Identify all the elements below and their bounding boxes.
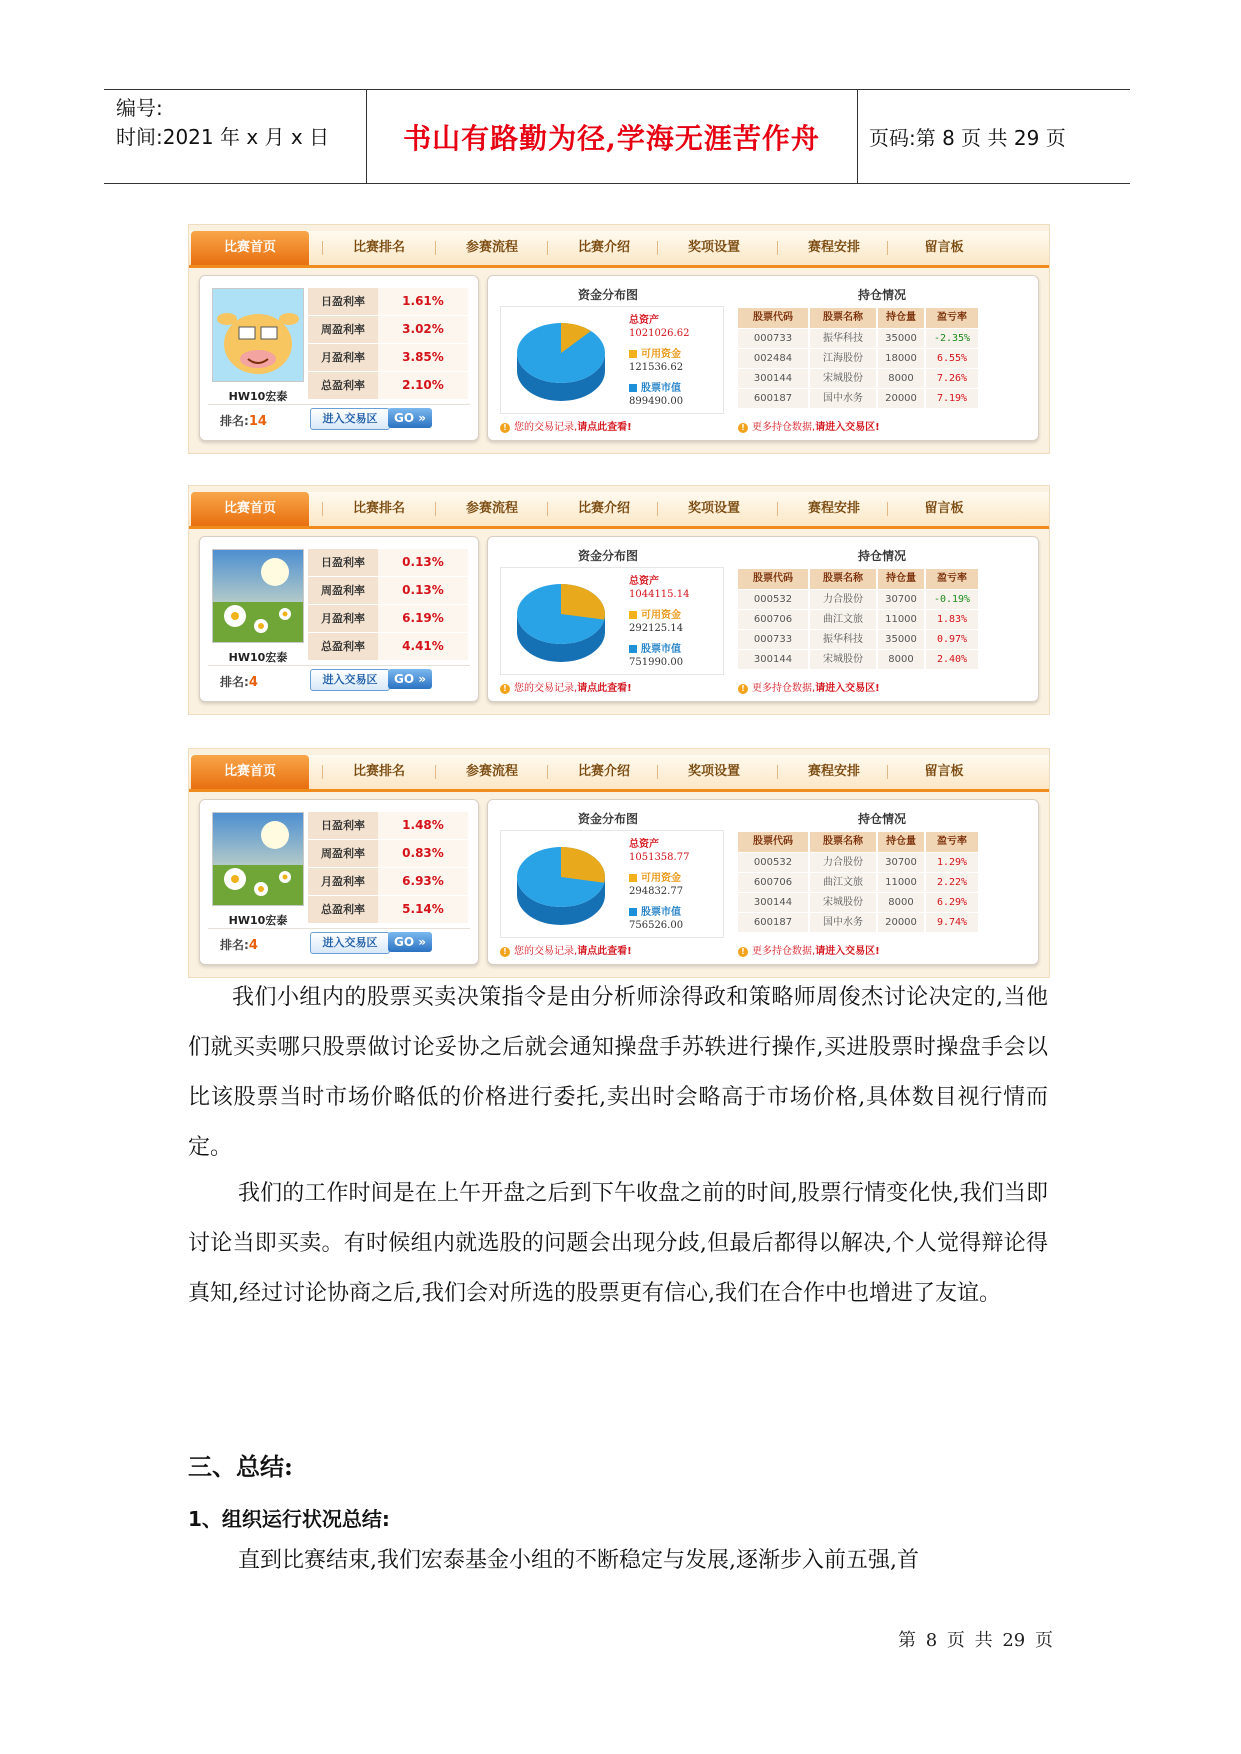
contest-screenshot-3 bbox=[188, 748, 1050, 978]
tab-divider bbox=[887, 241, 888, 255]
page-label: 页码:第 8 页 共 29 页 bbox=[869, 126, 1066, 150]
gold-swatch-icon bbox=[629, 874, 637, 882]
tab-divider bbox=[435, 502, 436, 516]
table-cell: 11000 bbox=[878, 873, 924, 892]
motto: 书山有路勤为径,学海无涯苦作舟 bbox=[403, 121, 820, 155]
tab-2[interactable]: 参赛流程 bbox=[465, 240, 518, 255]
tab-2[interactable]: 参赛流程 bbox=[465, 764, 518, 779]
portfolio-box bbox=[487, 799, 1039, 965]
rate-row bbox=[308, 868, 468, 896]
column-header: 股票代码 bbox=[738, 832, 808, 852]
stock-value-value: 756526.00 bbox=[629, 920, 684, 931]
tab-divider bbox=[887, 765, 888, 779]
table-row bbox=[738, 368, 980, 388]
cow-avatar-icon bbox=[212, 288, 304, 382]
rate-label: 日盈利率 bbox=[308, 288, 378, 315]
table-cell: 国中水务 bbox=[810, 389, 876, 408]
rate-value: 6.93% bbox=[378, 868, 468, 895]
more-holdings-link[interactable]: ! 更多持仓数据,请进入交易区! bbox=[738, 942, 880, 957]
holdings-title: 持仓情况 bbox=[858, 288, 907, 302]
paragraph-1: 我们小组内的股票买卖决策指令是由分析师涂得政和策略师周俊杰讨论决定的,当他们就买卖哪只股票做讨论妥协之后就会通知操盘手苏轶进行操作,买进股票时操盘手会以比该股票当时市场价略低的价格进行委托,卖出时会略高于市场价格,具体数目视行情而定。 bbox=[188, 985, 1048, 1160]
tab-divider bbox=[777, 241, 778, 255]
flower-avatar-image bbox=[212, 549, 304, 643]
table-cell: 振华科技 bbox=[810, 630, 876, 649]
column-header: 盈亏率 bbox=[926, 832, 978, 852]
alert-icon: ! bbox=[738, 423, 748, 433]
tab-6[interactable]: 留言板 bbox=[924, 240, 964, 255]
trade-record-link[interactable]: ! 您的交易记录,请点此查看! bbox=[500, 942, 632, 957]
table-cell: 000733 bbox=[738, 329, 808, 348]
table-cell: 宋城股份 bbox=[810, 369, 876, 388]
pie-frame bbox=[500, 306, 724, 414]
table-row bbox=[738, 912, 980, 932]
table-row bbox=[738, 589, 980, 609]
enter-trade-button[interactable]: 进入交易区 bbox=[310, 408, 390, 430]
total-assets-label: 总资产 bbox=[629, 839, 659, 850]
header-motto-cell bbox=[366, 90, 858, 183]
column-header: 持仓量 bbox=[878, 569, 924, 589]
table-cell: 曲江文旅 bbox=[810, 873, 876, 892]
tab-bar bbox=[189, 231, 1049, 268]
nickname: HW10宏泰 bbox=[228, 914, 288, 927]
table-cell: 8000 bbox=[878, 893, 924, 912]
column-header: 股票代码 bbox=[738, 308, 808, 328]
table-cell: 1.83% bbox=[926, 610, 978, 629]
pie-title: 资金分布图 bbox=[578, 812, 639, 826]
rate-row bbox=[308, 812, 468, 840]
table-cell: 18000 bbox=[878, 349, 924, 368]
table-row bbox=[738, 609, 980, 629]
rate-label: 总盈利率 bbox=[308, 633, 378, 660]
tab-divider bbox=[435, 241, 436, 255]
portfolio-box bbox=[487, 536, 1039, 702]
pie-frame bbox=[500, 830, 724, 938]
total-assets-value: 1044115.14 bbox=[629, 589, 690, 600]
tab-1[interactable]: 比赛排名 bbox=[352, 240, 405, 255]
gold-swatch-icon bbox=[629, 611, 637, 619]
stock-value-value: 899490.00 bbox=[629, 396, 684, 407]
tab-divider bbox=[777, 765, 778, 779]
pie-title: 资金分布图 bbox=[578, 549, 639, 563]
rate-value: 1.61% bbox=[378, 288, 468, 315]
table-cell: 9.74% bbox=[926, 913, 978, 932]
fund-pie-chart bbox=[511, 313, 611, 409]
table-cell: 600187 bbox=[738, 389, 808, 408]
table-cell: 000532 bbox=[738, 590, 808, 609]
table-cell: 35000 bbox=[878, 329, 924, 348]
rate-value: 0.83% bbox=[378, 840, 468, 867]
table-cell: 30700 bbox=[878, 853, 924, 872]
rate-value: 4.41% bbox=[378, 633, 468, 660]
tab-divider bbox=[777, 502, 778, 516]
rate-value: 3.85% bbox=[378, 344, 468, 371]
column-header: 持仓量 bbox=[878, 832, 924, 852]
table-cell: 宋城股份 bbox=[810, 650, 876, 669]
account-summary-box bbox=[199, 536, 479, 702]
rate-value: 5.14% bbox=[378, 896, 468, 923]
tab-divider bbox=[322, 241, 323, 255]
available-funds-value: 294832.77 bbox=[629, 886, 684, 897]
total-assets-label: 总资产 bbox=[629, 576, 659, 587]
tab-3[interactable]: 比赛介绍 bbox=[577, 240, 630, 255]
more-holdings-link[interactable]: ! 更多持仓数据,请进入交易区! bbox=[738, 679, 880, 694]
blue-swatch-icon bbox=[629, 645, 637, 653]
enter-trade-button[interactable]: 进入交易区 bbox=[310, 932, 390, 954]
table-cell: 江海股份 bbox=[810, 349, 876, 368]
available-funds-label: 可用资金 bbox=[641, 349, 681, 360]
rate-row bbox=[308, 372, 468, 400]
available-funds-value: 292125.14 bbox=[629, 623, 684, 634]
rate-value: 3.02% bbox=[378, 316, 468, 343]
table-cell: -0.19% bbox=[926, 590, 978, 609]
tab-divider bbox=[887, 502, 888, 516]
number-label: 编号: bbox=[116, 96, 163, 120]
table-cell: 6.29% bbox=[926, 893, 978, 912]
table-cell: 7.26% bbox=[926, 369, 978, 388]
holdings-table bbox=[738, 569, 980, 669]
go-button[interactable]: GO » bbox=[388, 932, 432, 952]
fund-legend bbox=[629, 835, 721, 931]
nickname: HW10宏泰 bbox=[228, 390, 288, 403]
tab-3[interactable]: 比赛介绍 bbox=[577, 501, 630, 516]
rate-label: 日盈利率 bbox=[308, 812, 378, 839]
table-row bbox=[738, 892, 980, 912]
column-header: 盈亏率 bbox=[926, 569, 978, 589]
fund-legend bbox=[629, 572, 721, 668]
rate-value: 2.10% bbox=[378, 372, 468, 399]
table-cell: 600706 bbox=[738, 610, 808, 629]
rate-table bbox=[308, 549, 468, 661]
table-cell: 8000 bbox=[878, 369, 924, 388]
rate-label: 总盈利率 bbox=[308, 896, 378, 923]
table-cell: 力合股份 bbox=[810, 590, 876, 609]
rate-row bbox=[308, 577, 468, 605]
stock-value-label: 股票市值 bbox=[641, 383, 681, 394]
contest-screenshot-2 bbox=[188, 485, 1050, 715]
contest-screenshot-1 bbox=[188, 224, 1050, 454]
rank-label: 排名:4 bbox=[220, 938, 258, 953]
paragraph-3: 直到比赛结束,我们宏泰基金小组的不断稳定与发展,逐渐步入前五强,首 bbox=[238, 1548, 919, 1573]
blue-swatch-icon bbox=[629, 384, 637, 392]
rate-value: 0.13% bbox=[378, 549, 468, 576]
table-cell: 20000 bbox=[878, 389, 924, 408]
rate-value: 1.48% bbox=[378, 812, 468, 839]
rate-row bbox=[308, 605, 468, 633]
rate-table bbox=[308, 288, 468, 400]
tab-5[interactable]: 赛程安排 bbox=[807, 501, 860, 516]
portfolio-box bbox=[487, 275, 1039, 441]
table-cell: 0.97% bbox=[926, 630, 978, 649]
alert-icon: ! bbox=[500, 947, 510, 957]
tab-0[interactable]: 比赛首页 bbox=[191, 755, 309, 789]
table-cell: 11000 bbox=[878, 610, 924, 629]
total-assets-value: 1051358.77 bbox=[629, 852, 690, 863]
alert-icon: ! bbox=[500, 423, 510, 433]
holdings-title: 持仓情况 bbox=[858, 812, 907, 826]
table-row bbox=[738, 852, 980, 872]
alert-icon: ! bbox=[738, 947, 748, 957]
table-cell: 300144 bbox=[738, 893, 808, 912]
column-header: 盈亏率 bbox=[926, 308, 978, 328]
rate-label: 月盈利率 bbox=[308, 344, 378, 371]
tab-3[interactable]: 比赛介绍 bbox=[577, 764, 630, 779]
page-footer: 第 8 页 共 29 页 bbox=[898, 1630, 1053, 1651]
rate-label: 总盈利率 bbox=[308, 372, 378, 399]
tab-6[interactable]: 留言板 bbox=[924, 501, 964, 516]
paragraph-2: 我们的工作时间是在上午开盘之后到下午收盘之前的时间,股票行情变化快,我们当即讨论当即买卖。有时候组内就选股的问题会出现分歧,但最后都得以解决,个人觉得辩论得真知,经过讨论协商之后,我们会对所选的股票更有信心,我们在合作中也增进了友谊。 bbox=[188, 1181, 1048, 1306]
table-row bbox=[738, 388, 980, 408]
table-cell: 振华科技 bbox=[810, 329, 876, 348]
holdings-header-row bbox=[738, 569, 980, 589]
available-funds-value: 121536.62 bbox=[629, 362, 684, 373]
rate-row bbox=[308, 896, 468, 924]
more-holdings-link[interactable]: ! 更多持仓数据,请进入交易区! bbox=[738, 418, 880, 433]
holdings-header-row bbox=[738, 308, 980, 328]
account-summary-box bbox=[199, 275, 479, 441]
table-cell: 600187 bbox=[738, 913, 808, 932]
go-button[interactable]: GO » bbox=[388, 669, 432, 689]
table-cell: 30700 bbox=[878, 590, 924, 609]
table-cell: -2.35% bbox=[926, 329, 978, 348]
rate-row bbox=[308, 316, 468, 344]
tab-divider bbox=[657, 502, 658, 516]
table-cell: 2.40% bbox=[926, 650, 978, 669]
table-cell: 宋城股份 bbox=[810, 893, 876, 912]
column-header: 持仓量 bbox=[878, 308, 924, 328]
tab-divider bbox=[547, 502, 548, 516]
tab-4[interactable]: 奖项设置 bbox=[687, 240, 740, 255]
table-row bbox=[738, 328, 980, 348]
rank-label: 排名:14 bbox=[220, 414, 267, 429]
rate-label: 周盈利率 bbox=[308, 577, 378, 604]
rate-label: 周盈利率 bbox=[308, 840, 378, 867]
rate-label: 日盈利率 bbox=[308, 549, 378, 576]
table-cell: 20000 bbox=[878, 913, 924, 932]
header-page-cell bbox=[857, 90, 1130, 183]
table-cell: 600706 bbox=[738, 873, 808, 892]
fund-pie-chart bbox=[511, 837, 611, 933]
alert-icon: ! bbox=[500, 684, 510, 694]
rate-value: 0.13% bbox=[378, 577, 468, 604]
holdings-table bbox=[738, 308, 980, 408]
available-funds-label: 可用资金 bbox=[641, 610, 681, 621]
flower-avatar-image bbox=[212, 812, 304, 906]
rate-label: 月盈利率 bbox=[308, 868, 378, 895]
table-cell: 曲江文旅 bbox=[810, 610, 876, 629]
tab-divider bbox=[657, 765, 658, 779]
table-cell: 000733 bbox=[738, 630, 808, 649]
pie-frame bbox=[500, 567, 724, 675]
rate-row bbox=[308, 549, 468, 577]
pie-slice-available-funds bbox=[561, 584, 605, 620]
total-assets-value: 1021026.62 bbox=[629, 328, 690, 339]
tab-5[interactable]: 赛程安排 bbox=[807, 240, 860, 255]
enter-trade-button[interactable]: 进入交易区 bbox=[310, 669, 390, 691]
table-cell: 300144 bbox=[738, 650, 808, 669]
total-assets-label: 总资产 bbox=[629, 315, 659, 326]
tab-bar bbox=[189, 755, 1049, 792]
stock-value-label: 股票市值 bbox=[641, 907, 681, 918]
table-cell: 国中水务 bbox=[810, 913, 876, 932]
table-row bbox=[738, 629, 980, 649]
header-meta-cell bbox=[104, 90, 367, 183]
table-cell: 300144 bbox=[738, 369, 808, 388]
table-row bbox=[738, 872, 980, 892]
rate-label: 周盈利率 bbox=[308, 316, 378, 343]
go-button[interactable]: GO » bbox=[388, 408, 432, 428]
rate-row bbox=[308, 288, 468, 316]
tab-bar bbox=[189, 492, 1049, 529]
tab-5[interactable]: 赛程安排 bbox=[807, 764, 860, 779]
time-label: 时间:2021 年 x 月 x 日 bbox=[116, 125, 330, 149]
fund-pie-chart bbox=[511, 574, 611, 670]
table-cell: 000532 bbox=[738, 853, 808, 872]
table-cell: 35000 bbox=[878, 630, 924, 649]
blue-swatch-icon bbox=[629, 908, 637, 916]
table-cell: 6.55% bbox=[926, 349, 978, 368]
tab-4[interactable]: 奖项设置 bbox=[687, 501, 740, 516]
stock-value-label: 股票市值 bbox=[641, 644, 681, 655]
holdings-title: 持仓情况 bbox=[858, 549, 907, 563]
tab-0[interactable]: 比赛首页 bbox=[191, 231, 309, 265]
account-summary-box bbox=[199, 799, 479, 965]
tab-2[interactable]: 参赛流程 bbox=[465, 501, 518, 516]
section-title: 三、总结: bbox=[188, 1452, 293, 1481]
holdings-header-row bbox=[738, 832, 980, 852]
rate-row bbox=[308, 840, 468, 868]
table-cell: 2.22% bbox=[926, 873, 978, 892]
table-cell: 力合股份 bbox=[810, 853, 876, 872]
rate-table bbox=[308, 812, 468, 924]
tab-divider bbox=[322, 765, 323, 779]
tab-1[interactable]: 比赛排名 bbox=[352, 764, 405, 779]
document-header bbox=[104, 89, 1130, 184]
table-cell: 002484 bbox=[738, 349, 808, 368]
tab-divider bbox=[322, 502, 323, 516]
tab-1[interactable]: 比赛排名 bbox=[352, 501, 405, 516]
column-header: 股票名称 bbox=[810, 308, 876, 328]
table-row bbox=[738, 649, 980, 669]
table-cell: 1.29% bbox=[926, 853, 978, 872]
tab-divider bbox=[547, 241, 548, 255]
subsection-title: 1、组织运行状况总结: bbox=[188, 1507, 390, 1531]
table-cell: 8000 bbox=[878, 650, 924, 669]
tab-6[interactable]: 留言板 bbox=[924, 764, 964, 779]
available-funds-label: 可用资金 bbox=[641, 873, 681, 884]
tab-0[interactable]: 比赛首页 bbox=[191, 492, 309, 526]
pie-slice-available-funds bbox=[561, 847, 605, 883]
rate-value: 6.19% bbox=[378, 605, 468, 632]
stock-value-value: 751990.00 bbox=[629, 657, 684, 668]
holdings-table bbox=[738, 832, 980, 932]
alert-icon: ! bbox=[738, 684, 748, 694]
nickname: HW10宏泰 bbox=[228, 651, 288, 664]
table-row bbox=[738, 348, 980, 368]
rate-label: 月盈利率 bbox=[308, 605, 378, 632]
column-header: 股票代码 bbox=[738, 569, 808, 589]
tab-divider bbox=[547, 765, 548, 779]
pie-title: 资金分布图 bbox=[578, 288, 639, 302]
table-cell: 7.19% bbox=[926, 389, 978, 408]
tab-4[interactable]: 奖项设置 bbox=[687, 764, 740, 779]
column-header: 股票名称 bbox=[810, 569, 876, 589]
trade-record-link[interactable]: ! 您的交易记录,请点此查看! bbox=[500, 418, 632, 433]
column-header: 股票名称 bbox=[810, 832, 876, 852]
tab-divider bbox=[435, 765, 436, 779]
rate-row bbox=[308, 344, 468, 372]
gold-swatch-icon bbox=[629, 350, 637, 358]
rank-label: 排名:4 bbox=[220, 675, 258, 690]
rate-row bbox=[308, 633, 468, 661]
trade-record-link[interactable]: ! 您的交易记录,请点此查看! bbox=[500, 679, 632, 694]
fund-legend bbox=[629, 311, 721, 407]
tab-divider bbox=[657, 241, 658, 255]
